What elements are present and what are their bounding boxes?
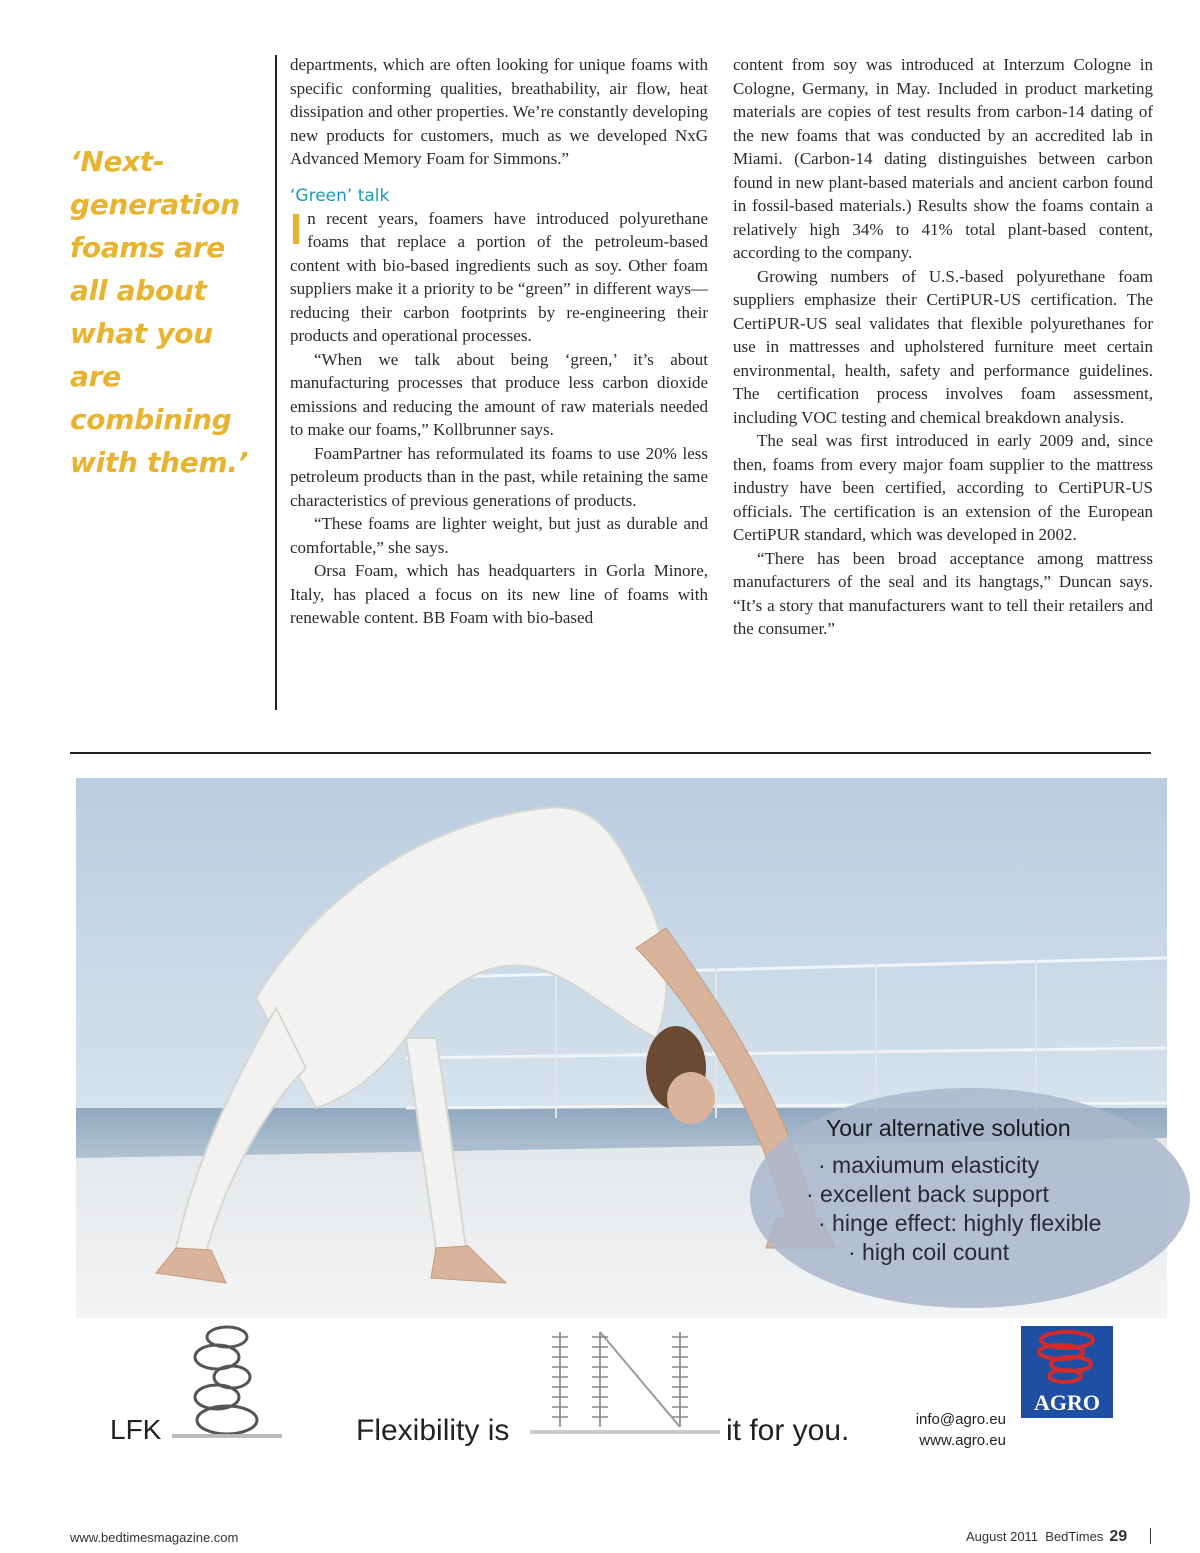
section-subhead: ‘Green’ talk [290, 185, 390, 206]
ad-bullet: · high coil count [848, 1239, 1010, 1265]
ad-bullet: · excellent back support [806, 1181, 1049, 1207]
paragraph [290, 204, 708, 348]
article-column-2 [733, 53, 1153, 641]
ad-website: www.agro.eu [919, 1432, 1006, 1449]
section-divider [70, 752, 1151, 754]
ad-email: info@agro.eu [915, 1411, 1006, 1428]
article-column-1 [290, 53, 708, 630]
paragraph: “There has been broad acceptance among mattress manufacturers of the seal and its hangtags,” Duncan says. “It’s a story that manufacturers want to tell their retailers and the consumer.” [733, 548, 1153, 638]
ad-bullet: · maxiumum elasticity [818, 1152, 1040, 1178]
paragraph: Growing numbers of U.S.-based polyurethane foam suppliers emphasize their CertiPUR-US certification. The CertiPUR-US seal validates that flexible polyurethanes for use in mattresses and upholstered furniture meet certain environmental, health, safety and performance guidelines. The certification process involves foam assessment, including VOC testing and chemical breakdown analysis. [733, 266, 1153, 427]
lfk-label: LFK [110, 1414, 162, 1445]
footer-divider [1150, 1528, 1151, 1544]
footer-url: www.bedtimesmagazine.com [70, 1530, 239, 1545]
magazine-name: BedTimes [1045, 1529, 1104, 1544]
ad-tagline-end: it for you. [726, 1414, 850, 1447]
paragraph: content from soy was introduced at Interzum Cologne in Cologne, Germany, in May. Included in product marketing materials are copies of test results from carbon-14 dating of the new foams that was conducted by an accredited lab in Miami. (Carbon-14 dating distinguishes between carbon found in new plant-based materials and ancient carbon found in fossil-based materials.) Results show the foams contain a relatively high 34% to 41% total plant-based content, according to the company. [733, 55, 1153, 262]
paragraph: “When we talk about being ‘green,’ it’s about manufacturing processes that produce less carbon dioxide emissions and reducing the amount of raw materials needed to make our foams,” Kollbrunner says. [290, 349, 708, 439]
ad-tagline-start: Flexibility is [356, 1414, 510, 1447]
pocket-spring-letter-icon [530, 1322, 720, 1437]
drop-cap: I [290, 204, 303, 254]
agro-wordmark: AGRO [1034, 1390, 1100, 1415]
paragraph: departments, which are often looking for unique foams with specific conforming qualities, breathability, air flow, heat dissipation and other properties. We’re constantly developing new products for customers, much as we developed NxG Advanced Memory Foam for Simmons.” [290, 55, 708, 168]
ad-headline: Your alternative solution [826, 1115, 1071, 1141]
issue-date: August 2011 [966, 1529, 1039, 1544]
ad-bullet: · hinge effect: highly flexible [818, 1210, 1102, 1236]
paragraph: FoamPartner has reformulated its foams to use 20% less petroleum products than in the past, while retaining the same characteristics of previous generations of products. [290, 443, 708, 510]
column-divider [275, 55, 277, 710]
agro-logo [1021, 1326, 1113, 1418]
paragraph-text: n recent years, foamers have introduced polyurethane foams that replace a portion of the petroleum-based content with bio-based ingredients such as soy. Other foam suppliers make it a priority to be “green” in different ways—reducing their carbon footprints by re-engineering their products and operational processes. [290, 208, 708, 345]
ad-contact [908, 1409, 1006, 1451]
coil-spring-icon [172, 1322, 282, 1442]
page-number: 29 [1109, 1528, 1128, 1545]
paragraph: “These foams are lighter weight, but just as durable and comfortable,” she says. [290, 514, 708, 557]
footer-issue [966, 1528, 1127, 1546]
paragraph: The seal was first introduced in early 2009 and, since then, foams from every major foam supplier to the mattress industry have been certified, according to CertiPUR-US officials. The certification is an extension of the European CertiPUR standard, which was developed in 2002. [733, 431, 1153, 544]
paragraph: Orsa Foam, which has headquarters in Gorla Minore, Italy, has placed a focus on its new line of foams with renewable content. BB Foam with bio-based [290, 561, 708, 627]
pull-quote: ‘Next-generation foams are all about what you are combining with them.’ [70, 145, 248, 479]
